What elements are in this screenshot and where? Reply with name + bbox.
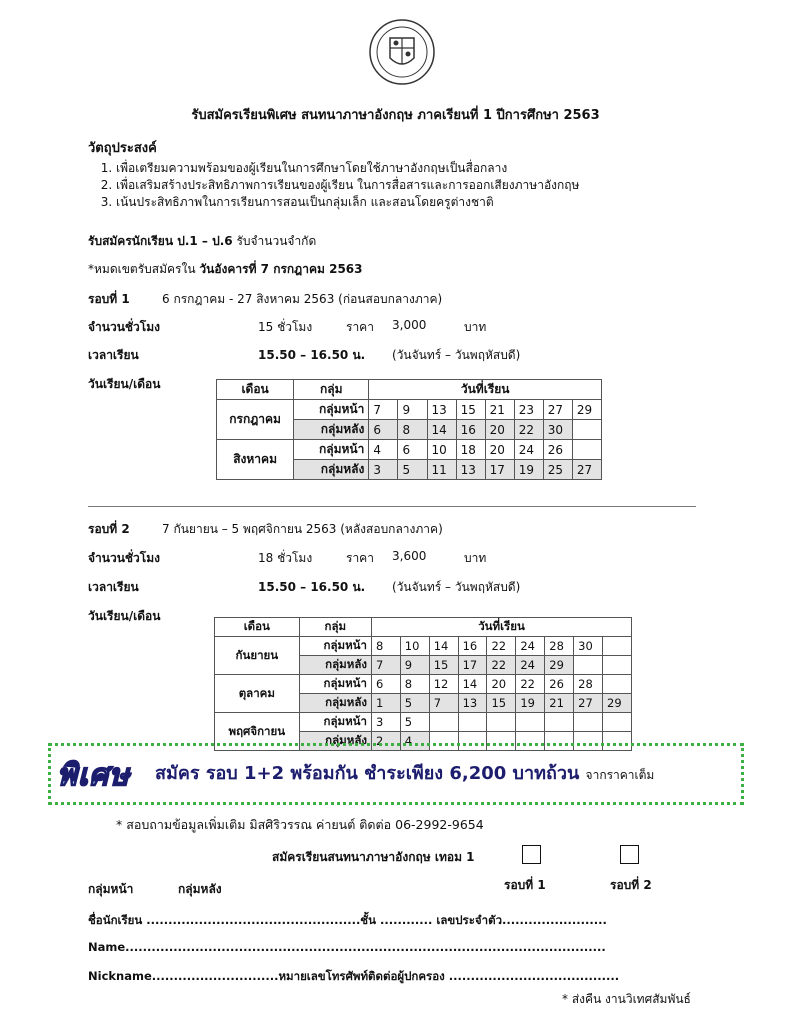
round2-schedule-table (214, 617, 632, 751)
group-back: กลุ่มหลัง (294, 460, 369, 480)
round2-time: 15.50 – 16.50 น. (258, 580, 366, 594)
round1-price: 3,000 (392, 318, 427, 332)
enroll-label: รับสมัครนักเรียน ป.1 – ป.6 (88, 234, 233, 248)
section-divider (88, 506, 696, 507)
day-cell: 15 (487, 694, 516, 713)
return-note: * ส่งคืน งานวิเทศสัมพันธ์ (562, 992, 691, 1006)
day-cell: 19 (516, 694, 545, 713)
form-round1-label: รอบที่ 1 (504, 878, 546, 892)
day-cell: 6 (369, 420, 398, 440)
day-cell: 19 (514, 460, 543, 480)
day-cell (603, 713, 632, 732)
round1-hours-label: จำนวนชั่วโมง (88, 320, 161, 334)
group-front: กลุ่มหน้า (299, 713, 371, 732)
day-cell: 22 (514, 420, 543, 440)
day-cell: 20 (487, 675, 516, 694)
day-cell (516, 713, 545, 732)
day-cell: 3 (372, 713, 401, 732)
day-cell: 13 (427, 400, 456, 420)
objectives-heading: วัตถุประสงค์ (88, 141, 157, 156)
day-cell: 29 (545, 656, 574, 675)
day-cell: 26 (545, 675, 574, 694)
day-cell: 7 (372, 656, 401, 675)
nickname-line[interactable]: Nickname.............................หมายเลขโทรศัพท์ติดต่อผู้ปกครอง ....................................... (88, 969, 620, 983)
day-cell: 30 (543, 420, 572, 440)
day-cell: 16 (456, 420, 485, 440)
promo-text-line (155, 758, 654, 787)
day-cell: 29 (603, 694, 632, 713)
month-cell: กรกฎาคม (217, 400, 294, 440)
objectives-list (96, 160, 579, 211)
round1-period: 6 กรกฎาคม - 27 สิงหาคม 2563 (ก่อนสอบกลางภาค) (162, 292, 443, 306)
day-cell (545, 713, 574, 732)
round1-checkbox[interactable] (522, 845, 541, 864)
day-cell: 10 (427, 440, 456, 460)
header-group: กลุ่ม (299, 618, 371, 637)
enroll-line (88, 232, 316, 251)
day-cell: 17 (485, 460, 514, 480)
day-cell: 8 (398, 420, 427, 440)
day-cell: 2 (372, 732, 401, 751)
day-cell: 6 (372, 675, 401, 694)
form-group-back: กลุ่มหลัง (178, 882, 222, 896)
deadline-date: วันอังคารที่ 7 กรกฎาคม 2563 (199, 262, 363, 276)
day-cell: 6 (398, 440, 427, 460)
day-cell (603, 656, 632, 675)
day-cell (603, 637, 632, 656)
day-cell: 22 (516, 675, 545, 694)
student-info-line[interactable]: ชื่อนักเรียน .................................................ชั้น ............ เลขประจำตัว........................ (88, 913, 607, 927)
month-cell: กันยายน (215, 637, 300, 675)
promo-box (48, 743, 744, 805)
day-cell: 8 (400, 675, 429, 694)
enroll-note: รับจำนวนจำกัด (236, 234, 317, 248)
group-back: กลุ่มหลัง (294, 420, 369, 440)
school-seal-logo (368, 18, 436, 86)
form-group-front: กลุ่มหน้า (88, 882, 134, 896)
contact-info: * สอบถามข้อมูลเพิ่มเติม มิสศิริวรรณ ค่ายนต์ ติดต่อ 06-2992-9654 (116, 817, 484, 832)
day-cell (574, 656, 603, 675)
round1-schedule-table (216, 379, 602, 480)
day-cell: 15 (456, 400, 485, 420)
day-cell: 30 (574, 637, 603, 656)
day-cell: 22 (487, 637, 516, 656)
day-cell: 27 (572, 460, 601, 480)
day-cell: 4 (400, 732, 429, 751)
day-cell: 21 (485, 400, 514, 420)
objective-item: 2. เพื่อเสริมสร้างประสิทธิภาพการเรียนของผู้เรียน ในการสื่อสารและการออกเสียงภาษาอังกฤษ (116, 177, 579, 194)
round2-period: 7 กันยายน – 5 พฤศจิกายน 2563 (หลังสอบกลางภาค) (162, 522, 443, 536)
day-cell: 3 (369, 460, 398, 480)
day-cell: 24 (514, 440, 543, 460)
day-cell: 28 (574, 675, 603, 694)
day-cell: 10 (400, 637, 429, 656)
day-cell: 8 (372, 637, 401, 656)
day-cell: 14 (429, 637, 458, 656)
round1-time: 15.50 – 16.50 น. (258, 348, 366, 362)
day-cell: 22 (487, 656, 516, 675)
day-cell: 1 (372, 694, 401, 713)
day-cell: 29 (572, 400, 601, 420)
group-front: กลุ่มหน้า (294, 400, 369, 420)
day-cell: 5 (400, 713, 429, 732)
group-back: กลุ่มหลัง (299, 656, 371, 675)
day-cell: 26 (543, 440, 572, 460)
day-cell: 11 (427, 460, 456, 480)
round2-hours: 18 ชั่วโมง (258, 551, 313, 565)
day-cell: 9 (400, 656, 429, 675)
month-cell: สิงหาคม (217, 440, 294, 480)
promo-badge: พิเศษ (57, 758, 130, 793)
round2-label: รอบที่ 2 (88, 522, 130, 536)
day-cell (487, 713, 516, 732)
day-cell: 14 (458, 675, 487, 694)
objective-item: 3. เน้นประสิทธิภาพในการเรียนการสอนเป็นกลุ่มเล็ก และสอนโดยครูต่างชาติ (116, 194, 579, 211)
round2-currency: บาท (464, 551, 487, 565)
group-back: กลุ่มหลัง (299, 732, 371, 751)
form-round2-label: รอบที่ 2 (610, 878, 652, 892)
round2-hours-label: จำนวนชั่วโมง (88, 551, 161, 565)
header-days: วันที่เรียน (369, 380, 602, 400)
day-cell (603, 675, 632, 694)
round2-price-label: ราคา (346, 551, 374, 565)
round2-days-note: (วันจันทร์ – วันพฤหัสบดี) (392, 580, 521, 594)
month-cell: ตุลาคม (215, 675, 300, 713)
day-cell: 27 (543, 400, 572, 420)
day-cell: 20 (485, 420, 514, 440)
page-title: รับสมัครเรียนพิเศษ สนทนาภาษาอังกฤษ ภาคเรียนที่ 1 ปีการศึกษา 2563 (191, 108, 600, 123)
round1-currency: บาท (464, 320, 487, 334)
day-cell (572, 420, 601, 440)
header-days: วันที่เรียน (372, 618, 632, 637)
day-cell: 14 (427, 420, 456, 440)
day-cell (458, 713, 487, 732)
promo-text: สมัคร รอบ 1+2 พร้อมกัน ชำระเพียง 6,200 บาทถ้วน (155, 763, 580, 784)
day-cell: 4 (369, 440, 398, 460)
group-front: กลุ่มหน้า (299, 637, 371, 656)
round1-schedule-label: วันเรียน/เดือน (88, 377, 161, 391)
group-front: กลุ่มหน้า (299, 675, 371, 694)
day-cell: 17 (458, 656, 487, 675)
promo-note: จากราคาเต็ม (585, 768, 655, 782)
round1-label: รอบที่ 1 (88, 292, 130, 306)
day-cell: 7 (369, 400, 398, 420)
day-cell: 18 (456, 440, 485, 460)
day-cell: 24 (516, 637, 545, 656)
day-cell (574, 713, 603, 732)
day-cell (429, 713, 458, 732)
round1-days-note: (วันจันทร์ – วันพฤหัสบดี) (392, 348, 521, 362)
month-cell: พฤศจิกายน (215, 713, 300, 751)
day-cell (572, 440, 601, 460)
day-cell: 7 (429, 694, 458, 713)
name-line[interactable]: Name.............................................................................................................. (88, 940, 606, 954)
deadline-prefix: *หมดเขตรับสมัครใน (88, 262, 196, 276)
day-cell: 15 (429, 656, 458, 675)
day-cell: 9 (398, 400, 427, 420)
header-group: กลุ่ม (294, 380, 369, 400)
round2-checkbox[interactable] (620, 845, 639, 864)
day-cell: 20 (485, 440, 514, 460)
day-cell: 5 (398, 460, 427, 480)
day-cell: 24 (516, 656, 545, 675)
round1-price-label: ราคา (346, 320, 374, 334)
header-month: เดือน (215, 618, 300, 637)
round2-time-label: เวลาเรียน (88, 580, 139, 594)
day-cell: 16 (458, 637, 487, 656)
round2-schedule-label: วันเรียน/เดือน (88, 609, 161, 623)
form-heading: สมัครเรียนสนทนาภาษาอังกฤษ เทอม 1 (272, 850, 475, 864)
header-month: เดือน (217, 380, 294, 400)
round2-price: 3,600 (392, 549, 427, 563)
group-back: กลุ่มหลัง (299, 694, 371, 713)
objective-item: 1. เพื่อเตรียมความพร้อมของผู้เรียนในการศึกษาโดยใช้ภาษาอังกฤษเป็นสื่อกลาง (116, 160, 579, 177)
round1-time-label: เวลาเรียน (88, 348, 139, 362)
day-cell: 12 (429, 675, 458, 694)
group-front: กลุ่มหน้า (294, 440, 369, 460)
round1-hours: 15 ชั่วโมง (258, 320, 313, 334)
day-cell: 5 (400, 694, 429, 713)
day-cell: 28 (545, 637, 574, 656)
day-cell: 27 (574, 694, 603, 713)
day-cell: 13 (456, 460, 485, 480)
day-cell: 25 (543, 460, 572, 480)
day-cell: 23 (514, 400, 543, 420)
day-cell: 13 (458, 694, 487, 713)
deadline-line (88, 260, 363, 279)
day-cell: 21 (545, 694, 574, 713)
